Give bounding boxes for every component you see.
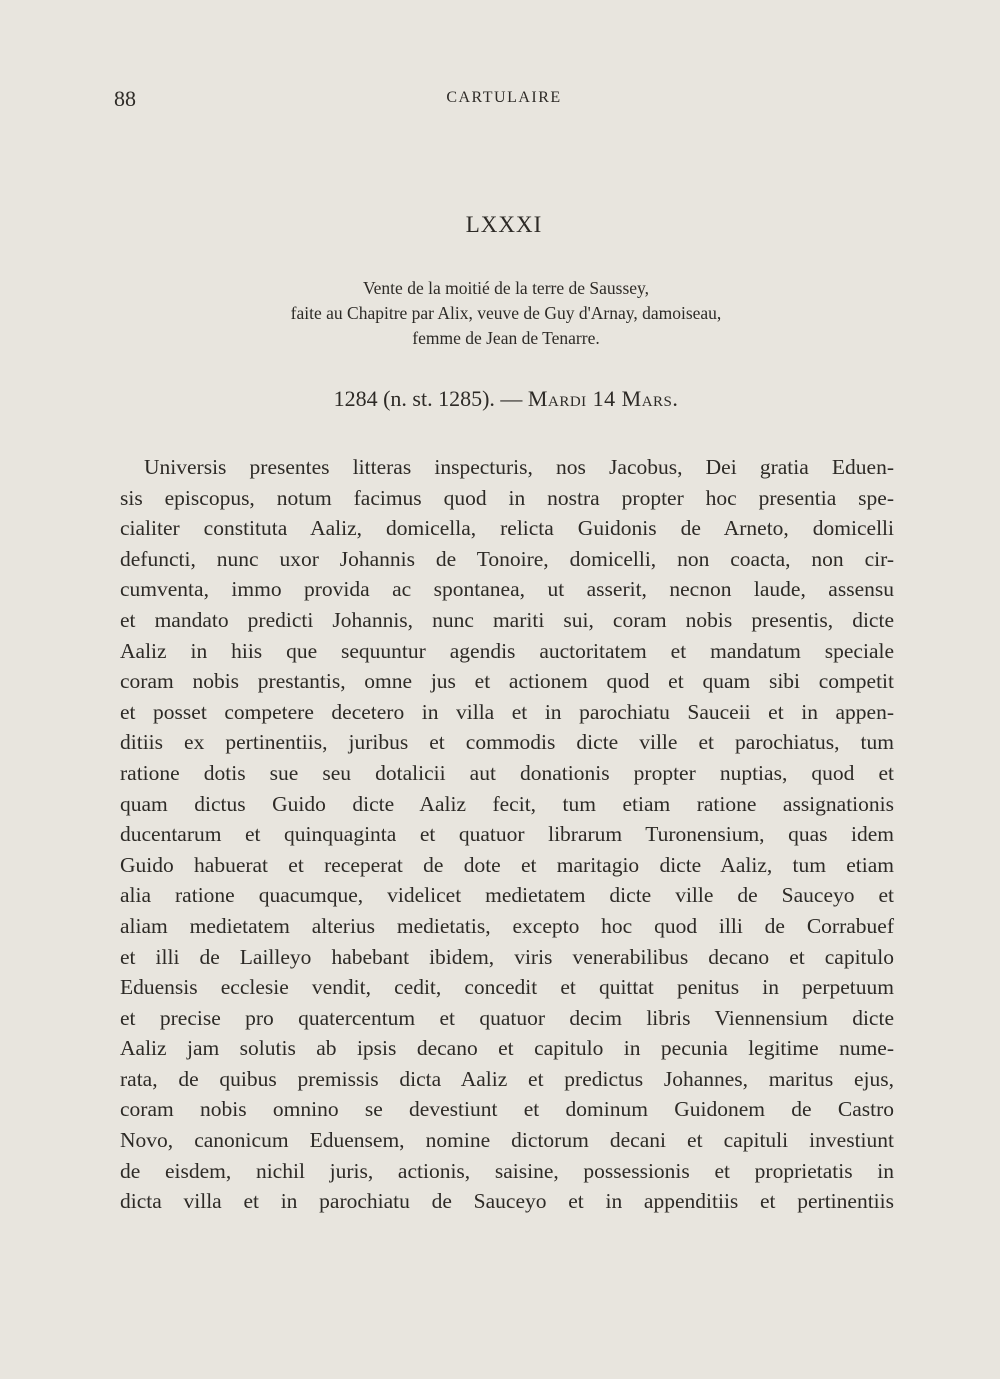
text-line: coram nobis omnino se devestiunt et dominum Guidonem de Castro	[120, 1097, 894, 1122]
text-line: et mandato predicti Johannis, nunc mariti sui, coram nobis presentis, dicte	[120, 607, 894, 632]
running-title: CARTULAIRE	[446, 89, 562, 106]
running-head	[114, 86, 894, 116]
text-line: ducentarum et quinquaginta et quatuor librarum Turonensium, quas idem	[120, 822, 894, 847]
text-line: aliam medietatem alterius medietatis, excepto hoc quod illi de Corrabuef	[120, 913, 894, 938]
text-line: Aaliz jam solutis ab ipsis decano et capitulo in pecunia legitime nume-	[120, 1036, 894, 1061]
text-line: ratione dotis sue seu dotalicii aut donationis propter nuptias, quod et	[120, 760, 894, 785]
page-number: 88	[114, 86, 136, 111]
text-line: dicta villa et in parochiatu de Sauceyo et in appenditiis et pertinentiis	[120, 1189, 894, 1214]
text-line: cumventa, immo provida ac spontanea, ut asserit, necnon laude, assensu	[120, 577, 894, 602]
charter-summary	[0, 276, 1000, 351]
text-line: ditiis ex pertinentiis, juribus et commodis dicte ville et parochiatus, tum	[120, 730, 894, 755]
text-line: cialiter constituta Aaliz, domicella, relicta Guidonis de Arneto, domicelli	[120, 516, 894, 541]
text-line: Aaliz in hiis que sequuntur agendis auctoritatem et mandatum speciale	[120, 638, 894, 663]
date-year: 1284 (n. st. 1285). —	[333, 386, 528, 411]
charter-date	[0, 386, 1000, 412]
summary-line: femme de Jean de Tenarre.	[412, 328, 600, 348]
text-line: rata, de quibus premissis dicta Aaliz et predictus Johannes, maritus ejus,	[120, 1066, 894, 1091]
text-line: sis episcopus, notum facimus quod in nostra propter hoc presentia spe-	[120, 485, 894, 510]
text-line: et posset competere decetero in villa et in parochiatu Sauceii et in appen-	[120, 699, 894, 724]
text-line: Universis presentes litteras inspecturis, nos Jacobus, Dei gratia Eduen-	[144, 455, 894, 479]
text-line: Novo, canonicum Eduensem, nomine dictorum decani et capituli investiunt	[120, 1128, 894, 1153]
summary-line: faite au Chapitre par Alix, veuve de Guy d'Arnay, damoiseau,	[290, 303, 722, 323]
text-line: Eduensis ecclesie vendit, cedit, concedit et quittat penitus in perpetuum	[120, 975, 894, 1000]
text-line: quam dictus Guido dicte Aaliz fecit, tum etiam ratione assignationis	[120, 791, 894, 816]
text-line: defuncti, nunc uxor Johannis de Tonoire, domicelli, non coacta, non cir-	[120, 546, 894, 571]
charter-text	[120, 452, 894, 1217]
text-line: de eisdem, nichil juris, actionis, saisine, possessionis et proprietatis in	[120, 1158, 894, 1183]
date-day: Mardi 14 Mars.	[527, 386, 679, 411]
text-line: coram nobis prestantis, omne jus et actionem quod et quam sibi competit	[120, 669, 894, 694]
text-line: et precise pro quatercentum et quatuor decim libris Viennensium dicte	[120, 1005, 894, 1030]
text-line: alia ratione quacumque, videlicet medietatem dicte ville de Sauceyo et	[120, 883, 894, 908]
text-line: et illi de Lailleyo habebant ibidem, viris venerabilibus decano et capitulo	[120, 944, 894, 969]
text-line: Guido habuerat et receperat de dote et maritagio dicte Aaliz, tum etiam	[120, 852, 894, 877]
charter-number: LXXXI	[465, 212, 543, 237]
summary-line: Vente de la moitié de la terre de Saussey,	[362, 278, 650, 298]
